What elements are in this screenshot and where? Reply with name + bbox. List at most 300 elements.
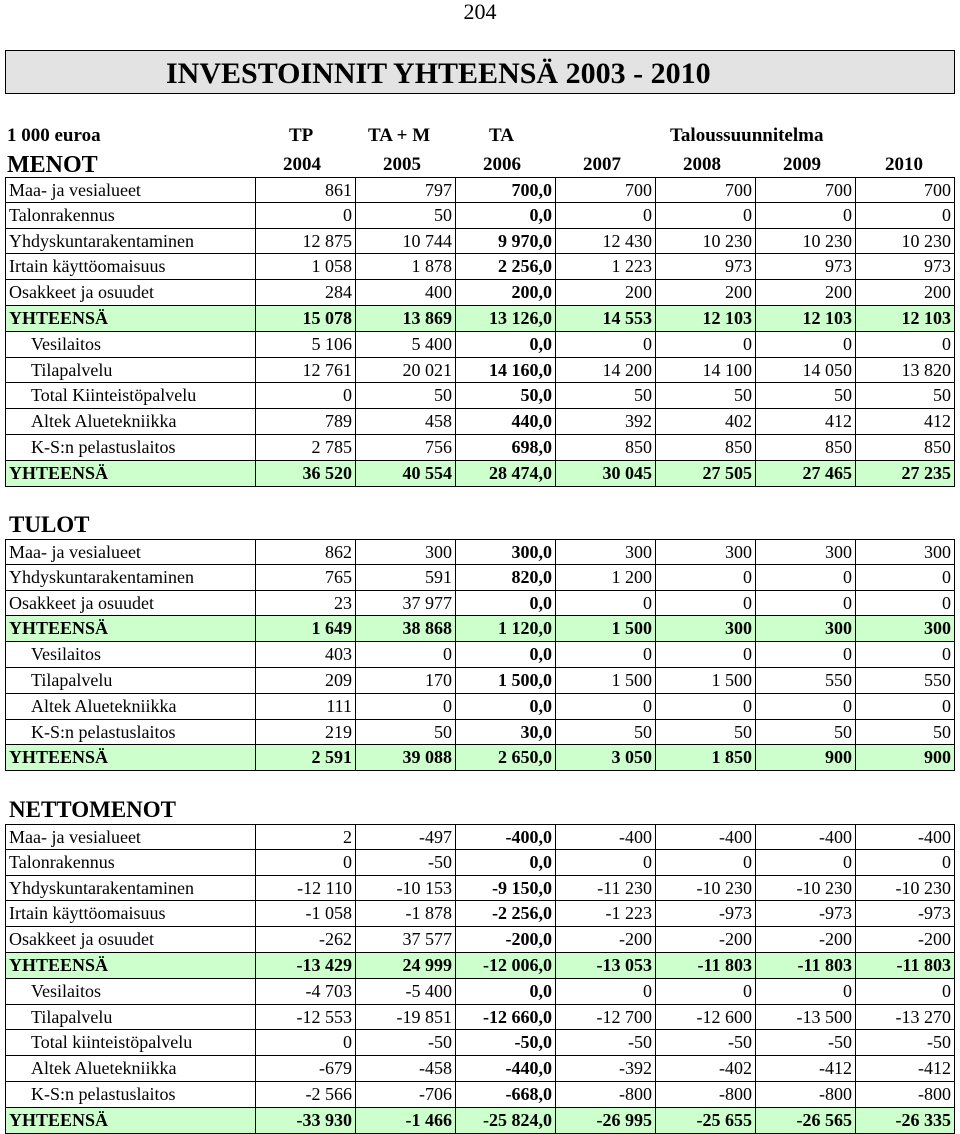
value-cell: 10 744 xyxy=(355,229,455,254)
value-cell: 0 xyxy=(255,203,355,228)
value-cell: 200,0 xyxy=(455,280,555,305)
table-row xyxy=(5,927,955,953)
table-row xyxy=(5,332,955,358)
value-cell: -50 xyxy=(355,1030,455,1055)
header-year-2010: 2010 xyxy=(885,154,923,175)
row-label: Total kiinteistöpalvelu xyxy=(5,1030,255,1055)
value-cell: 38 868 xyxy=(355,616,455,641)
row-label: Vesilaitos xyxy=(5,642,255,667)
value-cell: -400 xyxy=(655,825,755,849)
value-cell: -1 466 xyxy=(355,1108,455,1133)
value-cell: 1 223 xyxy=(555,254,655,279)
value-cell: 50 xyxy=(855,383,955,408)
value-cell: 0 xyxy=(555,694,655,719)
table-row xyxy=(5,591,955,617)
table-row xyxy=(5,280,955,306)
value-cell: 0 xyxy=(855,979,955,1004)
value-cell: -11 230 xyxy=(555,876,655,901)
value-cell: 14 553 xyxy=(555,306,655,331)
value-cell: 0 xyxy=(255,383,355,408)
tulot-table xyxy=(5,539,955,771)
header-tp: TP xyxy=(289,125,314,146)
value-cell: 0 xyxy=(755,565,855,590)
value-cell: 2 xyxy=(255,825,355,849)
tulot-label: TULOT xyxy=(9,512,90,537)
value-cell: -400,0 xyxy=(455,825,555,849)
value-cell: 0 xyxy=(555,642,655,667)
value-cell: -13 053 xyxy=(555,953,655,978)
value-cell: 698,0 xyxy=(455,435,555,460)
total-row xyxy=(5,616,955,642)
value-cell: -2 566 xyxy=(255,1082,355,1107)
value-cell: 700 xyxy=(755,178,855,202)
value-cell: 0,0 xyxy=(455,203,555,228)
value-cell: 850 xyxy=(555,435,655,460)
row-label: Osakkeet ja osuudet xyxy=(5,927,255,952)
value-cell: 300 xyxy=(855,616,955,641)
value-cell: 37 977 xyxy=(355,591,455,616)
value-cell: 1 120,0 xyxy=(455,616,555,641)
value-cell: -392 xyxy=(555,1056,655,1081)
value-cell: 50 xyxy=(755,720,855,745)
value-cell: -973 xyxy=(855,901,955,926)
value-cell: 219 xyxy=(255,720,355,745)
value-cell: 50 xyxy=(755,383,855,408)
value-cell: 700,0 xyxy=(455,178,555,202)
value-cell: -25 655 xyxy=(655,1108,755,1133)
row-label: Irtain käyttöomaisuus xyxy=(5,901,255,926)
value-cell: 23 xyxy=(255,591,355,616)
value-cell: 200 xyxy=(655,280,755,305)
table-row xyxy=(5,1082,955,1108)
row-label: YHTEENSÄ xyxy=(5,1108,255,1133)
value-cell: 12 875 xyxy=(255,229,355,254)
row-label: Yhdyskuntarakentaminen xyxy=(5,876,255,901)
value-cell: 28 474,0 xyxy=(455,461,555,486)
value-cell: 700 xyxy=(855,178,955,202)
value-cell: -12 006,0 xyxy=(455,953,555,978)
total-row xyxy=(5,953,955,979)
value-cell: -402 xyxy=(655,1056,755,1081)
value-cell: -1 058 xyxy=(255,901,355,926)
total-row xyxy=(5,745,955,771)
row-label: YHTEENSÄ xyxy=(5,616,255,641)
header-ta: TA xyxy=(489,125,514,146)
value-cell: 300 xyxy=(655,540,755,564)
nettomenot-label: NETTOMENOT xyxy=(9,797,176,822)
table-row xyxy=(5,254,955,280)
value-cell: 402 xyxy=(655,409,755,434)
value-cell: 850 xyxy=(855,435,955,460)
value-cell: 700 xyxy=(655,178,755,202)
value-cell: -497 xyxy=(355,825,455,849)
value-cell: 700 xyxy=(555,178,655,202)
value-cell: -50 xyxy=(355,850,455,875)
value-cell: 2 785 xyxy=(255,435,355,460)
table-row xyxy=(5,694,955,720)
value-cell: 14 100 xyxy=(655,358,755,383)
value-cell: 50 xyxy=(655,383,755,408)
table-row xyxy=(5,668,955,694)
value-cell: 0 xyxy=(855,332,955,357)
header-year-2008: 2008 xyxy=(683,154,721,175)
value-cell: 0 xyxy=(855,642,955,667)
value-cell: -50 xyxy=(655,1030,755,1055)
header-year-2007: 2007 xyxy=(583,154,621,175)
value-cell: 0,0 xyxy=(455,850,555,875)
value-cell: 0 xyxy=(555,203,655,228)
value-cell: -800 xyxy=(655,1082,755,1107)
value-cell: -2 256,0 xyxy=(455,901,555,926)
value-cell: 403 xyxy=(255,642,355,667)
value-cell: 0 xyxy=(355,642,455,667)
value-cell: -26 335 xyxy=(855,1108,955,1133)
value-cell: 0 xyxy=(755,979,855,1004)
value-cell: 10 230 xyxy=(855,229,955,254)
value-cell: 27 465 xyxy=(755,461,855,486)
value-cell: 209 xyxy=(255,668,355,693)
value-cell: 50 xyxy=(355,720,455,745)
value-cell: 39 088 xyxy=(355,745,455,770)
value-cell: 392 xyxy=(555,409,655,434)
value-cell: 300 xyxy=(555,540,655,564)
value-cell: -10 230 xyxy=(655,876,755,901)
row-label: Yhdyskuntarakentaminen xyxy=(5,565,255,590)
value-cell: 200 xyxy=(755,280,855,305)
value-cell: 0 xyxy=(655,591,755,616)
row-label: Tilapalvelu xyxy=(5,1005,255,1030)
row-label: Talonrakennus xyxy=(5,203,255,228)
value-cell: 973 xyxy=(855,254,955,279)
value-cell: -26 995 xyxy=(555,1108,655,1133)
value-cell: 12 103 xyxy=(655,306,755,331)
value-cell: -1 223 xyxy=(555,901,655,926)
value-cell: -440,0 xyxy=(455,1056,555,1081)
value-cell: 0 xyxy=(655,642,755,667)
value-cell: 14 160,0 xyxy=(455,358,555,383)
value-cell: 550 xyxy=(755,668,855,693)
table-row xyxy=(5,203,955,229)
value-cell: -262 xyxy=(255,927,355,952)
value-cell: 300 xyxy=(655,616,755,641)
row-label: Maa- ja vesialueet xyxy=(5,178,255,202)
value-cell: 0 xyxy=(655,850,755,875)
value-cell: 0 xyxy=(855,203,955,228)
value-cell: 300,0 xyxy=(455,540,555,564)
value-cell: 20 021 xyxy=(355,358,455,383)
value-cell: -973 xyxy=(655,901,755,926)
value-cell: 0 xyxy=(755,203,855,228)
value-cell: 900 xyxy=(855,745,955,770)
report-title: INVESTOINNIT YHTEENSÄ 2003 - 2010 xyxy=(166,57,711,90)
value-cell: 13 869 xyxy=(355,306,455,331)
value-cell: -13 429 xyxy=(255,953,355,978)
value-cell: 1 500 xyxy=(555,668,655,693)
value-cell: 850 xyxy=(755,435,855,460)
value-cell: 1 878 xyxy=(355,254,455,279)
table-row xyxy=(5,1056,955,1082)
row-label: Yhdyskuntarakentaminen xyxy=(5,229,255,254)
header-year-2006: 2006 xyxy=(483,154,521,175)
value-cell: -11 803 xyxy=(855,953,955,978)
value-cell: 862 xyxy=(255,540,355,564)
value-cell: -26 565 xyxy=(755,1108,855,1133)
value-cell: 0 xyxy=(855,591,955,616)
row-label: YHTEENSÄ xyxy=(5,745,255,770)
value-cell: 412 xyxy=(855,409,955,434)
value-cell: 973 xyxy=(655,254,755,279)
value-cell: 30,0 xyxy=(455,720,555,745)
value-cell: -50 xyxy=(755,1030,855,1055)
row-label: Osakkeet ja osuudet xyxy=(5,280,255,305)
value-cell: 789 xyxy=(255,409,355,434)
value-cell: 50 xyxy=(655,720,755,745)
report-title-box xyxy=(5,50,955,94)
value-cell: -412 xyxy=(755,1056,855,1081)
value-cell: -11 803 xyxy=(655,953,755,978)
value-cell: -668,0 xyxy=(455,1082,555,1107)
value-cell: 14 050 xyxy=(755,358,855,383)
table-row xyxy=(5,229,955,255)
value-cell: -10 230 xyxy=(855,876,955,901)
value-cell: -12 700 xyxy=(555,1005,655,1030)
value-cell: -50 xyxy=(555,1030,655,1055)
row-label: Total Kiinteistöpalvelu xyxy=(5,383,255,408)
value-cell: 0 xyxy=(755,850,855,875)
value-cell: 10 230 xyxy=(755,229,855,254)
value-cell: 0,0 xyxy=(455,332,555,357)
value-cell: 50 xyxy=(555,383,655,408)
table-row xyxy=(5,1005,955,1031)
value-cell: 50 xyxy=(355,203,455,228)
value-cell: -12 660,0 xyxy=(455,1005,555,1030)
value-cell: -800 xyxy=(755,1082,855,1107)
value-cell: 300 xyxy=(755,616,855,641)
value-cell: 550 xyxy=(855,668,955,693)
value-cell: 0 xyxy=(255,850,355,875)
value-cell: 200 xyxy=(555,280,655,305)
value-cell: 27 505 xyxy=(655,461,755,486)
value-cell: -400 xyxy=(555,825,655,849)
value-cell: 850 xyxy=(655,435,755,460)
row-label: YHTEENSÄ xyxy=(5,461,255,486)
nettomenot-table xyxy=(5,824,955,1134)
table-row xyxy=(5,979,955,1005)
value-cell: -400 xyxy=(755,825,855,849)
value-cell: 797 xyxy=(355,178,455,202)
value-cell: 0 xyxy=(755,591,855,616)
value-cell: 0,0 xyxy=(455,979,555,1004)
table-row xyxy=(5,720,955,746)
value-cell: 591 xyxy=(355,565,455,590)
value-cell: 1 500 xyxy=(555,616,655,641)
value-cell: 50,0 xyxy=(455,383,555,408)
value-cell: 5 106 xyxy=(255,332,355,357)
value-cell: 756 xyxy=(355,435,455,460)
value-cell: -10 230 xyxy=(755,876,855,901)
menot-label: MENOT xyxy=(7,152,98,178)
table-row xyxy=(5,409,955,435)
row-label: Maa- ja vesialueet xyxy=(5,825,255,849)
page-number: 204 xyxy=(463,0,497,24)
value-cell: -13 500 xyxy=(755,1005,855,1030)
value-cell: 30 045 xyxy=(555,461,655,486)
value-cell: -5 400 xyxy=(355,979,455,1004)
value-cell: 0 xyxy=(855,850,955,875)
value-cell: 0 xyxy=(655,694,755,719)
table-row xyxy=(5,850,955,876)
table-row xyxy=(5,824,955,850)
unit-label: 1 000 euroa xyxy=(7,125,101,146)
value-cell: -200 xyxy=(555,927,655,952)
value-cell: 2 650,0 xyxy=(455,745,555,770)
value-cell: -33 930 xyxy=(255,1108,355,1133)
row-label: Maa- ja vesialueet xyxy=(5,540,255,564)
value-cell: -706 xyxy=(355,1082,455,1107)
value-cell: 440,0 xyxy=(455,409,555,434)
value-cell: 765 xyxy=(255,565,355,590)
value-cell: -200 xyxy=(655,927,755,952)
value-cell: 50 xyxy=(355,383,455,408)
value-cell: 12 103 xyxy=(855,306,955,331)
row-label: Altek Aluetekniikka xyxy=(5,409,255,434)
value-cell: 111 xyxy=(255,694,355,719)
value-cell: -1 878 xyxy=(355,901,455,926)
value-cell: 0 xyxy=(555,591,655,616)
value-cell: 13 126,0 xyxy=(455,306,555,331)
row-label: Altek Aluetekniikka xyxy=(5,1056,255,1081)
value-cell: 15 078 xyxy=(255,306,355,331)
table-row xyxy=(5,435,955,461)
value-cell: -458 xyxy=(355,1056,455,1081)
table-row xyxy=(5,539,955,565)
value-cell: 0 xyxy=(655,565,755,590)
value-cell: -50 xyxy=(855,1030,955,1055)
value-cell: 13 820 xyxy=(855,358,955,383)
value-cell: 0 xyxy=(655,332,755,357)
header-plan: Taloussuunnitelma xyxy=(670,125,824,146)
value-cell: 0 xyxy=(255,1030,355,1055)
value-cell: 973 xyxy=(755,254,855,279)
value-cell: -12 600 xyxy=(655,1005,755,1030)
value-cell: 300 xyxy=(355,540,455,564)
value-cell: 1 649 xyxy=(255,616,355,641)
value-cell: 27 235 xyxy=(855,461,955,486)
table-row xyxy=(5,1030,955,1056)
value-cell: 0 xyxy=(555,979,655,1004)
value-cell: 12 103 xyxy=(755,306,855,331)
row-label: Vesilaitos xyxy=(5,332,255,357)
value-cell: 820,0 xyxy=(455,565,555,590)
row-label: Tilapalvelu xyxy=(5,668,255,693)
value-cell: 0 xyxy=(555,850,655,875)
row-label: K-S:n pelastuslaitos xyxy=(5,720,255,745)
value-cell: 412 xyxy=(755,409,855,434)
total-row xyxy=(5,1108,955,1134)
value-cell: 40 554 xyxy=(355,461,455,486)
row-label: K-S:n pelastuslaitos xyxy=(5,1082,255,1107)
value-cell: 36 520 xyxy=(255,461,355,486)
value-cell: 1 500,0 xyxy=(455,668,555,693)
value-cell: -25 824,0 xyxy=(455,1108,555,1133)
value-cell: 0 xyxy=(855,565,955,590)
total-row xyxy=(5,306,955,332)
row-label: Tilapalvelu xyxy=(5,358,255,383)
value-cell: 1 850 xyxy=(655,745,755,770)
table-row xyxy=(5,642,955,668)
value-cell: 1 200 xyxy=(555,565,655,590)
row-label: YHTEENSÄ xyxy=(5,953,255,978)
value-cell: 12 430 xyxy=(555,229,655,254)
value-cell: 300 xyxy=(855,540,955,564)
value-cell: -4 703 xyxy=(255,979,355,1004)
value-cell: -200 xyxy=(755,927,855,952)
value-cell: 1 500 xyxy=(655,668,755,693)
value-cell: 400 xyxy=(355,280,455,305)
value-cell: 0,0 xyxy=(455,591,555,616)
header-year-2005: 2005 xyxy=(383,154,421,175)
value-cell: 0 xyxy=(755,332,855,357)
value-cell: 9 970,0 xyxy=(455,229,555,254)
row-label: Altek Aluetekniikka xyxy=(5,694,255,719)
row-label: K-S:n pelastuslaitos xyxy=(5,435,255,460)
value-cell: -13 270 xyxy=(855,1005,955,1030)
value-cell: -800 xyxy=(555,1082,655,1107)
value-cell: 5 400 xyxy=(355,332,455,357)
value-cell: 24 999 xyxy=(355,953,455,978)
value-cell: 1 058 xyxy=(255,254,355,279)
value-cell: -10 153 xyxy=(355,876,455,901)
value-cell: 170 xyxy=(355,668,455,693)
value-cell: -200,0 xyxy=(455,927,555,952)
value-cell: 2 256,0 xyxy=(455,254,555,279)
table-row xyxy=(5,177,955,203)
value-cell: 0,0 xyxy=(455,642,555,667)
row-label: Vesilaitos xyxy=(5,979,255,1004)
table-row xyxy=(5,358,955,384)
table-row xyxy=(5,876,955,902)
value-cell: 0 xyxy=(555,332,655,357)
row-label: Osakkeet ja osuudet xyxy=(5,591,255,616)
value-cell: -9 150,0 xyxy=(455,876,555,901)
header-year-2004: 2004 xyxy=(283,154,321,175)
value-cell: 10 230 xyxy=(655,229,755,254)
value-cell: 2 591 xyxy=(255,745,355,770)
value-cell: 861 xyxy=(255,178,355,202)
value-cell: -19 851 xyxy=(355,1005,455,1030)
value-cell: -400 xyxy=(855,825,955,849)
table-row xyxy=(5,565,955,591)
value-cell: 200 xyxy=(855,280,955,305)
value-cell: -12 553 xyxy=(255,1005,355,1030)
value-cell: 900 xyxy=(755,745,855,770)
row-label: YHTEENSÄ xyxy=(5,306,255,331)
header-year-2009: 2009 xyxy=(783,154,821,175)
value-cell: 37 577 xyxy=(355,927,455,952)
value-cell: 458 xyxy=(355,409,455,434)
value-cell: 0 xyxy=(755,694,855,719)
value-cell: -12 110 xyxy=(255,876,355,901)
value-cell: 0 xyxy=(855,694,955,719)
value-cell: 50 xyxy=(855,720,955,745)
value-cell: 14 200 xyxy=(555,358,655,383)
value-cell: -11 803 xyxy=(755,953,855,978)
value-cell: -679 xyxy=(255,1056,355,1081)
value-cell: -200 xyxy=(855,927,955,952)
value-cell: 12 761 xyxy=(255,358,355,383)
header-ta-m: TA + M xyxy=(368,125,431,146)
value-cell: -50,0 xyxy=(455,1030,555,1055)
